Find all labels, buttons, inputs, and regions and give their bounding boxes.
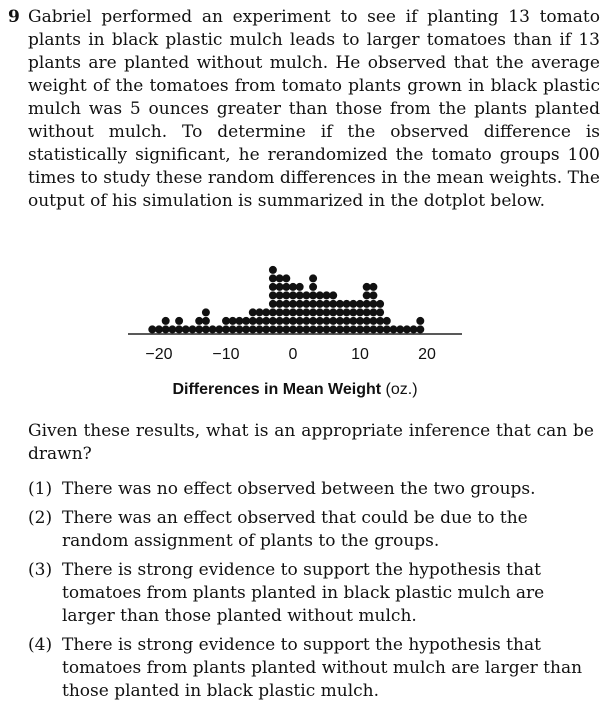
data-dot	[162, 317, 170, 325]
x-tick-label: 20	[418, 346, 436, 363]
question-stem: Gabriel performed an experiment to see if planting 13 tomato plants in black plastic mulch leads to larger tomatoes than if 13 plants are planted without mulch. He observed that the average weight of the tomatoes from tomato plants grown in black plastic mulch was 5 ounces greater than those from the plants planted without mulch. To determine if the observed difference is statistically significant, he rerandomized the tomato groups 100 times to study these random differences in the mean weights. The output of his simulation is summarized in the dotplot below.	[28, 7, 600, 211]
data-dot	[309, 274, 317, 282]
choice-label: (4)	[28, 635, 53, 655]
data-dot	[416, 317, 424, 325]
choice-text: There is strong evidence to support the hypothesis that tomatoes from plants planted in black plastic mulch are larger than those planted without mulch.	[62, 560, 545, 626]
data-dot	[376, 300, 384, 308]
choice-label: (1)	[28, 479, 53, 499]
x-tick-label: 0	[288, 346, 298, 363]
choice-text: There was no effect observed between the two groups.	[62, 479, 536, 499]
answer-choice-3	[28, 559, 594, 628]
choice-text: There is strong evidence to support the hypothesis that tomatoes from plants planted without mulch are larger than those planted in black plastic mulch.	[62, 635, 583, 701]
x-axis-title-main: Differences in Mean Weight	[172, 381, 382, 398]
data-dot	[269, 266, 277, 274]
data-dot	[329, 291, 337, 299]
question-prompt: Given these results, what is an appropriate inference that can be drawn?	[28, 421, 594, 464]
data-dot	[309, 283, 317, 291]
data-dot	[369, 291, 377, 299]
data-dot	[383, 317, 391, 325]
x-tick-label: −20	[145, 346, 173, 363]
answer-choice-4	[28, 634, 594, 703]
x-tick-label: −10	[212, 346, 240, 363]
question-block	[8, 6, 600, 213]
answer-choices	[28, 478, 594, 709]
dotplot-chart	[0, 228, 615, 406]
answer-choice-1	[28, 478, 594, 501]
data-dot	[376, 308, 384, 316]
data-dot	[369, 283, 377, 291]
choice-label: (2)	[28, 508, 53, 528]
data-dot	[202, 317, 210, 325]
question-number: 9	[8, 7, 20, 27]
choice-text: There was an effect observed that could be due to the random assignment of plants to the groups.	[62, 508, 528, 551]
x-tick-label: 10	[351, 346, 369, 363]
data-dot	[175, 317, 183, 325]
data-dot	[282, 274, 290, 282]
answer-choice-2	[28, 507, 594, 553]
x-axis-title	[172, 381, 417, 398]
choice-label: (3)	[28, 560, 53, 580]
data-dot	[416, 325, 424, 333]
x-axis-title-unit: (oz.)	[381, 381, 418, 398]
data-dot	[202, 308, 210, 316]
data-dot	[296, 283, 304, 291]
